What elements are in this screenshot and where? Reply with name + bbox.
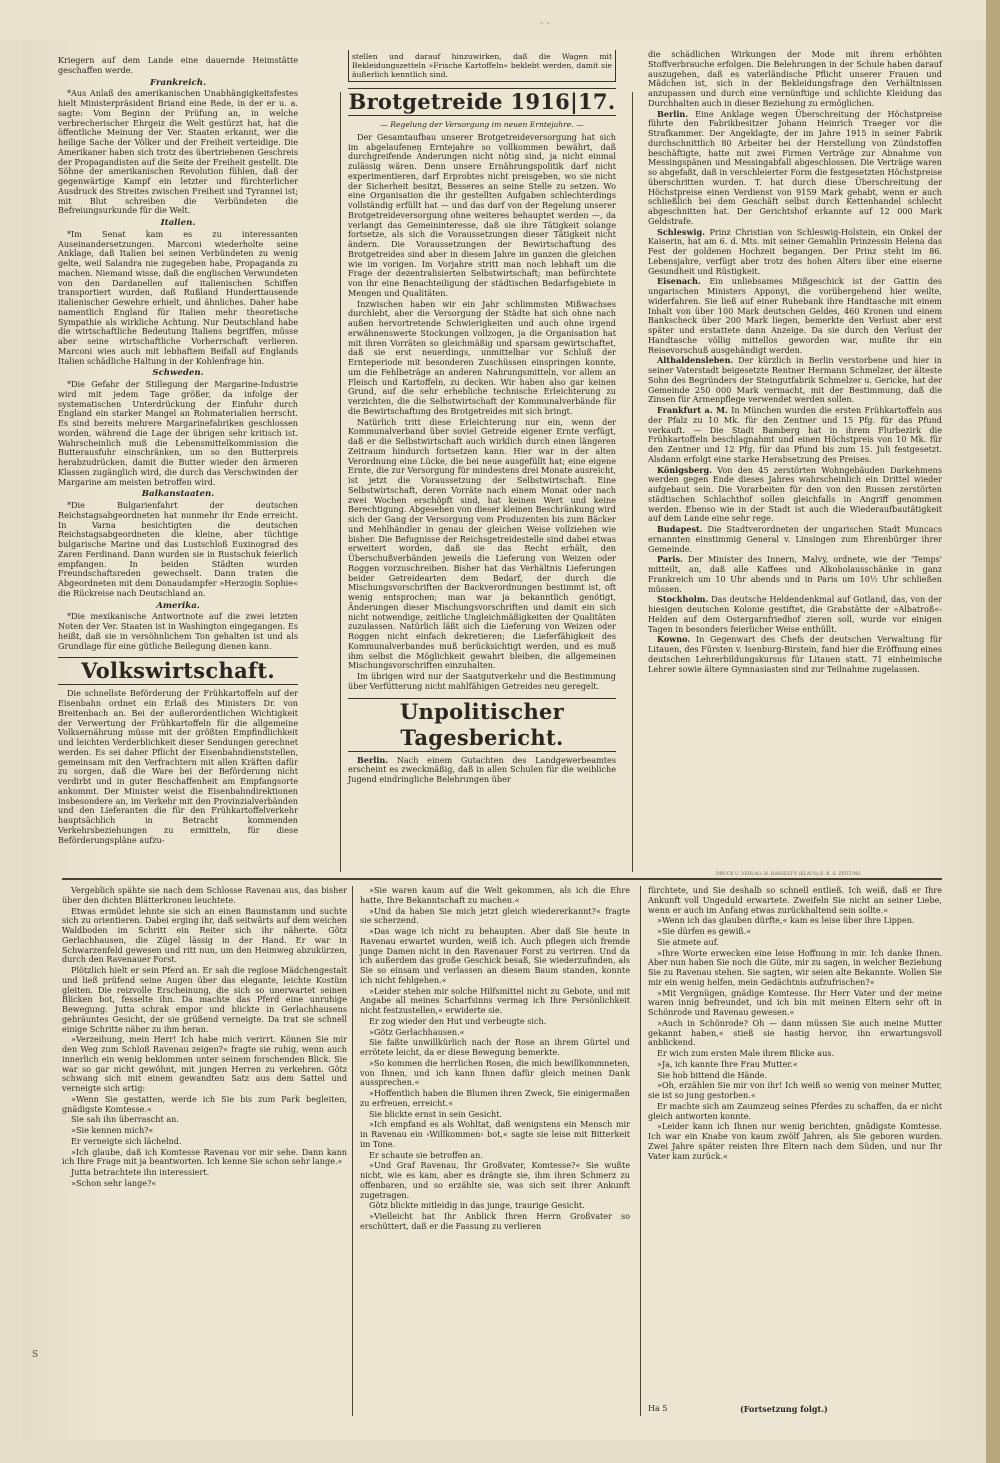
novel-paragraph: Er wich zum ersten Male ihrem Blicke aus. (657, 1048, 835, 1058)
news-text: In Gegenwart des Chefs der deutschen Verwaltung für Litauen, des Fürsten v. Isenburg-Birstein, fand hier die Eröffnung eines deutschen Lehrerbildungskursus für Litauen statt. 71 einheimische Lehrer sowie ältere Gymnasiasten sind zur Teilnahme zugelassen. (648, 634, 943, 674)
news-item (648, 595, 942, 634)
paragraph: Im übrigen wird nur der Saatgutverkehr und die Bestimmung über Verfütterung nicht mahlfähigen Getreides neu geregelt. (348, 671, 616, 691)
column-foreign-news (58, 55, 298, 845)
feuilleton-rule (62, 878, 942, 880)
section-title: Amerika. (156, 600, 200, 611)
novel-paragraph: »Götz Gerlachhausen.« (369, 1026, 465, 1037)
news-item (648, 406, 942, 465)
news-item (648, 635, 942, 674)
brotgetreide-heading: Brotgetreide 1916|17. (348, 89, 616, 114)
paragraph: *Die Gefahr der Stillegung der Margarine-Industrie wird mit jedem Tage größer, da infolge der systematischen Unterdrückung der Einfuhr durch England ein starker Mangel an Rohmaterialien herrscht. Es sind bereits mehrere Margarinefabriken geschlossen worden, während die Lage der übrigen sehr kritisch ist. Wahrscheinlich muß die Lebensmittelkommission die Butterausfuhr einschränken, um so den Butterpreis herabzudrücken, damit die Butter wieder den ärmeren Klassen zugänglich wird, die durch das Verschwinden der Margarine am meisten betroffen wird. (58, 379, 298, 487)
paragraph: *Die Bulgarienfahrt der deutschen Reichstagsabgeordneten hat nunmehr ihr Ende erreicht. In Varna besichtigten die deutschen Reichstagsabgeordneten die kleine, aber tüchtige bulgarische Marine und das Lustschloß Euxinograd des Zaren Ferdinand. Dann wurden sie in Rustschuk feierlich empfangen. In beiden Städten wurden Freundschaftsreden gewechselt. Dann traten die Abgeordneten mit dem Donaudampfer »Herzogin Sophie« die Rückreise nach Deutschland an. (58, 500, 298, 598)
dateline: Frankfurt a. M. (657, 405, 728, 415)
dateline: Berlin. (657, 108, 689, 119)
dateline: Althaldensleben. (657, 355, 734, 366)
dateline: Eisenach. (657, 276, 701, 287)
news-text: In München wurden die ersten Frühkartoffeln aus der Pfalz zu 10 Mk. für den Zentner und 15 Pfg. für das Pfund verkauft. — Die Stadt Bamberg hat in ihrem Flurbezirk die Frühkartoffeln beschlagnahmt und einen Höchstpreis von 10 Mk. für den Zentner und 12 Pfg. für das Pfund bis zum 15. Juli festgesetzt. Alsdann erfolgt eine starke Herabsetzung des Preises. (648, 405, 943, 464)
novel-paragraph: »Auch in Schönrode? Oh — dann müssen Sie auch meine Mutter gekannt haben,« stieß sie hastig hervor, ihn erwartungsvoll anblickend. (648, 1017, 942, 1048)
column-rule-1 (340, 92, 341, 872)
novel-paragraph: »Sie waren kaum auf die Welt gekommen, als ich die Ehre hatte, Ihre Bekanntschaft zu machen.« (360, 885, 630, 905)
paragraph: Der Gesamtaufbau unserer Brotgetreideversorgung hat sich im abgelaufenen Erntejahre so vollkommen bewährt, daß durchgreifende Änderungen nicht nötig sind, ja nicht einmal zulässig wären. Denn unsere Ernährungspolitik darf nicht experimentieren, darf Erprobtes nicht preisgeben, wo sie nicht der Sicherheit besitzt, Besseres an seine Stelle zu setzen. Wo eine Organisation die ihr gestellten Aufgaben schlechterdings vollständig erfüllt hat — und das darf von der Regelung unserer Brotgetreideversorgung ohne weiteres behauptet werden —, da verlangt das Gemeininteresse, daß sie ihre Tätigkeit solange fortsetze, als sich die Voraussetzungen dieser Tätigkeit nicht ändern. Die Voraussetzungen der Bewirtschaftung des Brotgetreides sind aber in diesem Jahre im ganzen die gleichen wie im vorigen. Im Vorjahre stritt man noch lebhaft um die Frage der dezentralisierten Selbstwirtschaft; man befürchtete von ihr eine Benachteiligung der städtischen Bedarfsgebiete in Mengen und Qualitäten. (348, 131, 616, 298)
novel-paragraph: Sie hob bittend die Hände. (657, 1069, 768, 1080)
page-mark: Ha 5 (648, 1404, 668, 1413)
novel-paragraph: Etwas ermüdet lehnte sie sich an einen Baumstamm und suchte sich zu orientieren. Dabei erging ihr, daß seitwärts auf dem weichen Waldboden im Schritt ein Reiter sich ihr näherte. Götz Gerlachhausen, die Zügel lässig in der Hand. Er war in Schwarzenfeld gewesen und ritt nun, um den Heimweg abzukürzen, durch den Ravenauer Forst. (62, 905, 347, 965)
top-mark: - - (540, 18, 550, 29)
news-item (648, 110, 942, 227)
news-item (648, 277, 942, 355)
section-title: Frankreich. (150, 77, 206, 88)
news-text: Das deutsche Heldendenkmal auf Gotland, das, von der hiesigen deutschen Kolonie gestiftet, die Grabstätte der »Albatroß«-Helden auf dem Ostergarnfriedhof zieren soll, wurde vor einigen Tagen in besonders feierlicher Weise enthüllt. (648, 594, 942, 634)
paragraph (348, 756, 616, 785)
novel-paragraph: Er verneigte sich lächelnd. (71, 1135, 182, 1146)
novel-paragraph: »Wenn Sie gestatten, werde ich Sie bis zum Park begleiten, gnädigste Komtesse.« (62, 1093, 347, 1114)
novel-paragraph: »Leider stehen mir solche Hilfsmittel nicht zu Gebote, und mit Angabe all meines Scharfsinns vermag ich Ihre Persönlichkeit nicht festzustellen,« erwiderte sie. (360, 985, 630, 1015)
section-title: Schweden. (152, 368, 204, 379)
news-text: Ein unliebsames Mißgeschick ist der Gattin des ungarischen Ministers Apponyi, die vorübergehend hier weilte, widerfahren. Sie ließ auf einer Ruhebank ihre Handtasche mit einem Inhalt von über 100 Mark deutschen Geldes, 460 Kronen und einem Bankscheck über 200 Mark liegen, bemerkte den Verlust aber erst später und erstattete dann Anzeige. Da sie durch den Verlust der Handtasche völlig mittellos geworden war, mußte ihr ein Reisevorschuß ausgehändigt werden. (648, 276, 942, 355)
novel-paragraph: Plötzlich hielt er sein Pferd an. Er sah die reglose Mädchengestalt und ließ prüfend seine Augen über das elegante, leichte Kostüm gleiten. Die reizvolle Erscheinung, die sich so unerwartet seinen Blicken bot, fesselte ihn. Da machte das Pferd eine unruhige Bewegung. Jutta schrak empor und blickte in Gerlachhausens gebräuntes Gesicht, der sie grüßend verneigte. Da trat sie schnell einige Schritte näher zu ihm heran. (62, 965, 347, 1034)
news-item (648, 466, 942, 525)
novel-paragraph: »Sie dürfen es gewiß.« (657, 926, 752, 936)
article-kicker: — Regelung der Versorgung im neuen Erntejahre. — (380, 120, 584, 129)
novel-paragraph: »Ihre Worte erwecken eine leise Hoffnung in mir. Ich danke Ihnen. Aber nun haben Sie noch die Güte, mir zu sagen, in welcher Beziehung Sie zu Ravenau stehen. Sie sagten, wir seien alte Bekannte. Wollen Sie mir ein wenig helfen, mein Gedächtnis aufzufrischen?« (648, 947, 942, 987)
feuilleton-rule-1 (352, 886, 353, 1416)
column-daily-report (648, 50, 942, 872)
novel-paragraph: »Wenn ich das glauben dürfte,« kam es leise über ihre Lippen. (657, 915, 915, 926)
novel-paragraph: »So kommen die herrlichen Rosen, die mich bewillkommneten, von Ihnen, und ich kann Ihnen dafür gleich meinen Dank aussprechen.« (360, 1057, 630, 1088)
feuilleton-column-1 (62, 886, 347, 1431)
novel-paragraph: Jutta betrachtete ihn interessiert. (71, 1167, 210, 1177)
news-item (648, 228, 942, 277)
scan-top-margin (0, 0, 1000, 40)
column-grain-article (348, 50, 616, 872)
paragraph: *Im Senat kam es zu interessanten Auseinandersetzungen. Marconi wiederholte seine Anklage, daß Italien bei seinen Verbündeten zu wenig gelte, weil Salandra nie zugegeben habe, Propaganda zu machen. Niemand wisse, daß die englischen Verwundeten von den Dardanellen auf italienischen Schiffen transportiert wurden, daß Rußland Hunderttausende italienischer Gewehre erhielt, und ähnliches. Daher habe namentlich England für Italien mehr theoretische Sympathie als wirkliche Achtung. Nur Deutschland habe die wirtschaftliche Bedeutung Italiens begriffen, müsse aber seine wirtschaftliche Vorherrschaft verlieren. Marconi wies auch mit lebhaftem Beifall auf Englands Italien schädliche Haltung in der Kohlenfrage hin. (58, 228, 298, 366)
news-text: Der kürzlich in Berlin verstorbene und hier in seiner Vaterstadt beigesetzte Rentner Hermann Schmelzer, der älteste Sohn des Begründers der Steingutfabrik Schmelzer u. Gericke, hat der Gemeinde 250 000 Mark vermacht, mit der Bestimmung, daß die Zinsen für Armenpflege verwendet werden sollen. (648, 355, 942, 405)
novel-paragraph: »Und da haben Sie mich jetzt gleich wiedererkannt?« fragte sie scherzend. (360, 905, 630, 926)
novel-paragraph: Sie sah ihn überrascht an. (71, 1114, 179, 1125)
novel-paragraph: »Ich glaube, daß ich Komtesse Ravenau vor mir sehe. Dann kann ich Ihre Frage mit ja beantworten. Ich kenne Sie schon sehr lange.« (62, 1146, 347, 1167)
news-text: Der Minister des Innern, Malvy, ordnete, wie der 'Temps' mitteilt, an, daß alle Kaffees und Alkoholausschänke in ganz Frankreich um 10 Uhr abends und in Paris um 10½ Uhr schließen müssen. (648, 554, 943, 594)
novel-paragraph: fürchtete, und Sie deshalb so schnell entließ. Ich weiß, daß er Ihre Ankunft voll Ungeduld erwartete. Zweifeln Sie nicht an seiner Liebe, wenn er auch im Anfang etwas zurückhaltend sein sollte.« (648, 885, 942, 915)
section-title: Balkanstaaten. (141, 489, 215, 500)
news-text: Prinz Christian von Schleswig-Holstein, ein Onkel der Kaiserin, hat am 6. d. Mts. mit seiner Gemahlin Prinzessin Helena das Fest der goldenen Hochzeit begangen. Der Prinz steht im 86. Lebensjahre, verfügt aber trotz des hohen Alters über eine eiserne Gesundheit und Rüstigkeit. (648, 226, 943, 276)
column-rule-2 (632, 92, 633, 872)
novel-paragraph: Er schaute sie betroffen an. (369, 1149, 483, 1160)
dateline: Königsberg. (657, 464, 712, 475)
box-note: stellen und darauf hinzuwirken, daß die Wagen mit Bekleidungszetteln »Frische Kartoffeln« beklebt werden, damit sie äußerlich kenntlich sind. (348, 50, 616, 82)
section-title: Italien. (160, 218, 196, 228)
novel-paragraph: »Und Graf Ravenau, Ihr Großvater, Komtesse?« Sie wußte nicht, wie es kam, aber es drängte sie, ihm ihren Schmerz zu offenbaren, und so erzählte sie, was sich seit ihrer Ankunft zugetragen. (360, 1160, 630, 1200)
novel-paragraph: »Ja, ich kannte Ihre Frau Mutter.« (657, 1058, 798, 1069)
novel-paragraph: »Schon sehr lange?« (71, 1177, 157, 1188)
novel-paragraph: Sie atmete auf. (657, 936, 719, 947)
novel-paragraph: »Verzeihung, mein Herr! Ich habe mich verirrt. Können Sie mir den Weg zum Schloß Ravenau zeigen?« fragte sie ruhig, wenn auch innerlich ein wenig beklommen unter seinem forschenden Blick. Sie war so gar nicht gewöhnt, mit jungen Herren zu verkehren. Götz schwang sich mit einem gewandten Satz aus dem Sattel und verneigte sich artig: (62, 1034, 347, 1093)
dateline: Kowno. (657, 634, 691, 645)
news-text: Eine Anklage wegen Überschreitung der Höchstpreise führte den Fabrikbesitzer Johann Heinrich Traeger vor die Strafkammer. Der Angeklagte, der im Jahre 1915 in seiner Fabrik durchschnittlich 80 Arbeiter bei der Herstellung von Zündstoffen beschäftigte, hatte mit zwei Firmen Verträge zur Abnahme von Messingspänen und Messingabfall abgeschlossen. Die Verträge waren so abgefaßt, daß in verschleierter Form die festgesetzten Höchstpreise überschritten wurden. T. hat durch diese Überschreitung der Höchstpreise einen Verdienst von 9159 Mark gehabt, wenn er auch schließlich bei dem Geschäft selbst durch Kettenhandel schlecht abgeschnitten hat. Der Gerichtshof erkannte auf 12 000 Mark Geldstrafe. (648, 108, 942, 226)
paragraph: Die schnellste Beförderung der Frühkartoffeln auf der Eisenbahn ordnet ein Erlaß des Ministers Dr. von Breitenbach an. Bei der außerordentlichen Wichtigkeit der Verwertung der Frühkartoffeln für die allgemeine Volksernährung müsse mit der größten Empfindlichkeit und leichten Verderblichkeit dieser Sendungen gerechnet werden. Es sei daher Pflicht der Eisenbahndienststellen, gemeinsam mit den Verfrachtern mit allen Kräften dafür zu sorgen, daß die Ware bei der Beförderung nicht verdirbt und in guter Beschaffenheit am Empfangsorte ankommt. Der Minister weist die Eisenbahndirektionen insbesondere an, im Verkehr mit den Provinzialverbänden und den Lieferanten die für den Frühkartoffelverkehr hauptsächlich in Betracht kommenden Verkehrsbeziehungen zu ermitteln, für diese Beförderungspläne aufzu- (58, 688, 298, 845)
novel-paragraph: Er zog wieder den Hut und verbeugte sich. (369, 1015, 547, 1026)
dateline: Paris. (657, 554, 683, 565)
paragraph: Inzwischen haben wir ein Jahr schlimmsten Mißwachses durchlebt, aber die Versorgung der Städte hat sich ohne nach außen hervortretende Schwierigkeiten und auch ohne irgend erwähnenswerte Stockungen vollzogen, ja die Organisation hat mit ihren Vorräten so gleichmäßig und sparsam gewirtschaftet, daß sie erst neuerdings, unmittelbar vor Schluß der Ernteperiode mit besonderen Zuschüssen einspringen konnte, um die Fehlbeträge an anderen Nahrungsmitteln, vor allem an Fleisch und Kartoffeln, zu decken. Wir haben also gar keinen Grund, auf die sehr erhebliche technische Erleichterung zu verzichten, die die Selbstwirtschaft der Kommunalverbände für die Bewirtschaftung des Brotgetreides mit sich bringt. (348, 298, 616, 416)
novel-paragraph: »Das wage ich nicht zu behaupten. Aber daß Sie heute in Ravenau erwartet wurden, weiß ich. Auch pflegen sich fremde junge Damen nicht in den Ravenauer Forst zu verirren. Und da ich außerdem das große Geschick besaß, Sie wiederzufinden, als Sie so einsam und verlassen an diesem Baum standen, konnte ich nicht fehlgehen.« (360, 926, 630, 985)
paragraph-text: Nach einem Gutachten des Landgewerbeamtes erscheint es zweckmäßig, daß in allen Schulen für die weibliche Jugend eindringliche Belehrungen über (348, 754, 617, 784)
continuation-note: (Fortsetzung folgt.) (740, 1404, 828, 1414)
news-text: Von den 45 zerstörten Wohngebäuden Darkehmens werden gegen Ende dieses Jahres wahrscheinlich ein Drittel wieder aufgebaut sein. Die Vorarbeiten für den von den Russen zerstörten städtischen Schlachthof sollen gleichfalls in Angriff genommen werden. Ebenso wie in der Stadt ist auch die Wiederaufbautätigkeit auf dem Lande eine sehr rege. (648, 464, 942, 524)
dateline: Stockholm. (657, 594, 709, 605)
novel-paragraph: »Vielleicht hat Ihr Anblick Ihren Herrn Großvater so erschüttert, daß er die Fassung zu verlieren (360, 1211, 630, 1231)
margin-letter: S (32, 1350, 39, 1360)
paragraph: Kriegern auf dem Lande eine dauernde Heimstätte geschaffen werde. (58, 55, 298, 75)
feuilleton-rule-2 (640, 886, 641, 1416)
novel-paragraph: Vergeblich spähte sie nach dem Schlosse Ravenau aus, das bisher über den dichten Blätterkronen leuchtete. (62, 885, 347, 905)
tagesbericht-heading: Unpolitischer Tagesbericht. (348, 698, 616, 752)
paragraph: die schädlichen Wirkungen der Mode mit ihrem erhöhten Stoffverbrauche erfolgen. Die Belehrungen in der Schule haben darauf auszugehen, daß es vaterländische Pflicht unserer Frauen und Mädchen ist, sich in der Bekleidungsfrage den Verhältnissen anzupassen und durch eine vernünftige und schlichte Kleidung das Durchhalten auch in dieser Beziehung zu ermöglichen. (648, 49, 942, 108)
novel-paragraph: »Hoffentlich haben die Blumen ihren Zweck, Sie einigermaßen zu erfreuen, erreicht.« (360, 1088, 630, 1108)
dateline: Schleswig. (657, 226, 705, 237)
feuilleton-column-2 (360, 886, 630, 1431)
feuilleton-column-3 (648, 886, 942, 1431)
novel-paragraph: Götz blickte mitleidig in das junge, traurige Gesicht. (369, 1200, 585, 1211)
news-item (648, 356, 942, 405)
volkswirtschaft-heading: Volkswirtschaft. (58, 657, 298, 685)
novel-paragraph: »Mit Vergnügen, gnädige Komtesse. Ihr Herr Vater und der meine waren innig befreundet, und ich bin mit meinen Eltern sehr oft in Schönrode und Ravenau gewesen.« (648, 987, 942, 1017)
paragraph: *Die mexikanische Antwortnote auf die zwei letzten Noten der Ver. Staaten ist in Washington eingegangen. Es heißt, daß sie in versöhnlichem Ton gehalten ist und als Grundlage für eine gütliche Beilegung dienen kann. (58, 611, 298, 651)
news-item (648, 555, 942, 594)
novel-paragraph: »Leider kann ich Ihnen nur wenig berichten, gnädigste Komtesse. Ich war ein Knabe von kaum zwölf Jahren, als Sie geboren wurden. Zwei Jahre später reisten Ihre Eltern nach dem Süden, und nur Ihr Vater kam zurück.« (648, 1121, 942, 1161)
paragraph: Natürlich tritt diese Erleichterung nur ein, wenn der Kommunalverband über soviel Getreide eigener Ernte verfügt, daß er die Selbstwirtschaft auch wirklich durch einen längeren Zeitraum hindurch fortsetzen kann. Hier war in der alten Verordnung eine Lücke, die bei neue ausgefüllt hat; eine eigene Ernte, die zur Versorgung für mindestens drei Monate ausreicht, ist jetzt die Voraussetzung der Selbstwirtschaft. Eine Selbstwirtschaft, deren Vorräte nach einem Monat oder nach zwei Wochen erschöpft sind, hat keinen Wert und keine Berechtigung. Abgesehen von dieser kleinen Beschränkung wird sich der Gang der Versorgung vom Produzenten bis zum Bäcker und Mehlhändler in genau der gleichen Weise vollziehen wie bisher. Die Befugnisse der Reichsgetreidestelle sind dabei etwas erweitert worden, daß sie das Recht erhält, den Überschußverbänden jeweils die Lieferung von Weizen oder Roggen vorzuschreiben. Bisher hat das Verhältnis Lieferungen beider Getreidearten dem Bedarf, der durch die Mischungsvorschriften der Backverordnungen bestimmt ist, oft wenig entsprochen; man war ja bekanntlich genötigt, Änderungen dieser Mischungsvorschriften und damit ein sich nicht notwendige, zeitliche Ungleichmäßigkeiten der Qualitäten zuzulassen. Natürlich läßt sich die Lieferung von Weizen oder Roggen nicht einfach dekretieren; die Lieferfähigkeit des Kommunalverbandes muß berücksichtigt werden, und es muß ihm selbst die Möglichkeit gewahrt bleiben, die allgemeinen Mischungsvorschriften einzuhalten. (348, 416, 616, 671)
novel-paragraph: »Sie kennen mich?« (71, 1125, 154, 1135)
novel-paragraph: Sie blickte ernst in sein Gesicht. (369, 1108, 503, 1119)
dateline: Budapest. (657, 524, 703, 534)
novel-paragraph: »Oh, erzählen Sie mir von ihr! Ich weiß so wenig von meiner Mutter, sie ist so jung gestorben.« (648, 1080, 942, 1100)
scan-right-edge (986, 0, 1000, 1463)
novel-paragraph: »Ich empfand es als Wohltat, daß wenigstens ein Mensch mir in Ravenau ein ›Willkommen‹ bot,« sagte sie leise mit Bitterkeit im Tone. (360, 1119, 630, 1149)
novel-paragraph: Sie faßte unwillkürlich nach der Rose an ihrem Gürtel und errötete leicht, da er diese Bewegung bemerkte. (360, 1037, 630, 1057)
paragraph: *Aus Anlaß des amerikanischen Unabhängigkeitsfestes hielt Ministerpräsident Briand eine Rede, in der er u. a. sagte: Vom Beginn der Prüfung an, in welche verbrecherischer Ehrgeiz die Welt gestürzt hat, hat die öffentliche Meinung der Ver. Staaten erkannt, wer die heilige Sache der Völker und der Freiheit verteidige. Die Amerikaner haben sich trotz des übertriebenen Geschreis der Propagandisten auf die Seite der Freiheit gestellt. Die Söhne der amerikanischen Revolution fühlen, daß der gegenwärtige Kampf ein letzter und fürchterlicher Ausdruck des Streites zwischen Freiheit und Tyrannei ist; mit Blut schreiben die Verbündeten die Befreiungsurkunde für die Welt. (58, 88, 298, 216)
dateline: Berlin. (357, 754, 389, 765)
novel-paragraph: Er machte sich am Zaumzeug seines Pferdes zu schaffen, da er nicht gleich antworten konnte. (648, 1100, 942, 1121)
news-text: Die Stadtverordneten der ungarischen Stadt Muncacs ernannten einstimmig General v. Linsingen zum Ehrenbürger ihrer Gemeinde. (648, 524, 942, 554)
printer-imprint: DRUCK U. VERLAG: H. HASSELT'S (KLAUS) E. K. S. ZEITUNG (716, 872, 861, 877)
news-item (648, 525, 942, 554)
